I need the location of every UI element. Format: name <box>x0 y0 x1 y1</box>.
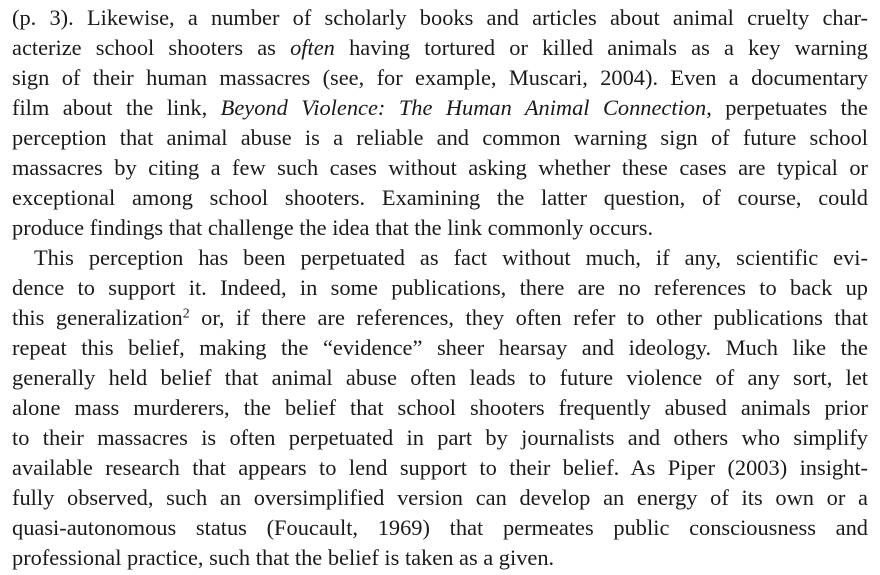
text-run: this generalization <box>12 305 183 330</box>
text-line: quasi-autonomous status (Foucault, 1969) that permeates public consciousness and <box>12 515 868 540</box>
text-line <box>12 93 868 123</box>
text-run: film about the link, <box>12 95 221 120</box>
document-body <box>12 3 868 573</box>
text-line: generally held belief that animal abuse often leads to future violence of any sort, let <box>12 365 868 390</box>
footnote-marker[interactable]: 2 <box>182 306 190 322</box>
text-line: to their massacres is often perpetuated in part by journalists and others who simplify <box>12 425 868 450</box>
text-line: massacres by citing a few such cases without asking whether these cases are typical or <box>12 155 868 180</box>
text-line: fully observed, such an oversimplified version can develop an energy of its own or a <box>12 485 868 510</box>
text-line: exceptional among school shooters. Examining the latter question, of course, could <box>12 185 868 210</box>
text-line: dence to support it. Indeed, in some publications, there are no references to back up <box>12 275 868 300</box>
paragraph-1 <box>12 3 868 243</box>
text-run: having tortured or killed animals as a key warning <box>334 35 868 60</box>
text-line: produce findings that challenge the idea that the link commonly occurs. <box>12 215 654 240</box>
text-line <box>12 33 868 63</box>
text-run: or, if there are references, they often refer to other publications that <box>189 305 868 330</box>
text-line: perception that animal abuse is a reliable and common warning sign of future school <box>12 125 868 150</box>
text-line: professional practice, such that the belief is taken as a given. <box>12 545 555 570</box>
text-line: This perception has been perpetuated as fact without much, if any, scientific evi- <box>34 245 868 270</box>
film-title: Beyond Violence: The Human Animal Connection <box>220 95 707 120</box>
text-line: repeat this belief, making the “evidence” sheer hearsay and ideology. Much like the <box>12 335 868 360</box>
paragraph-2 <box>12 243 868 573</box>
text-run: acterize school shooters as <box>12 35 291 60</box>
text-line: sign of their human massacres (see, for example, Muscari, 2004). Even a documentary <box>12 65 868 90</box>
text-run: , perpetuates the <box>706 95 868 120</box>
emphasis-text: often <box>290 35 335 60</box>
text-line <box>12 303 868 333</box>
text-line: alone mass murderers, the belief that school shooters frequently abused animals prior <box>12 395 868 420</box>
text-line: (p. 3). Likewise, a number of scholarly books and articles about animal cruelty char- <box>12 5 868 30</box>
text-line: available research that appears to lend support to their belief. As Piper (2003) insight- <box>12 455 868 480</box>
